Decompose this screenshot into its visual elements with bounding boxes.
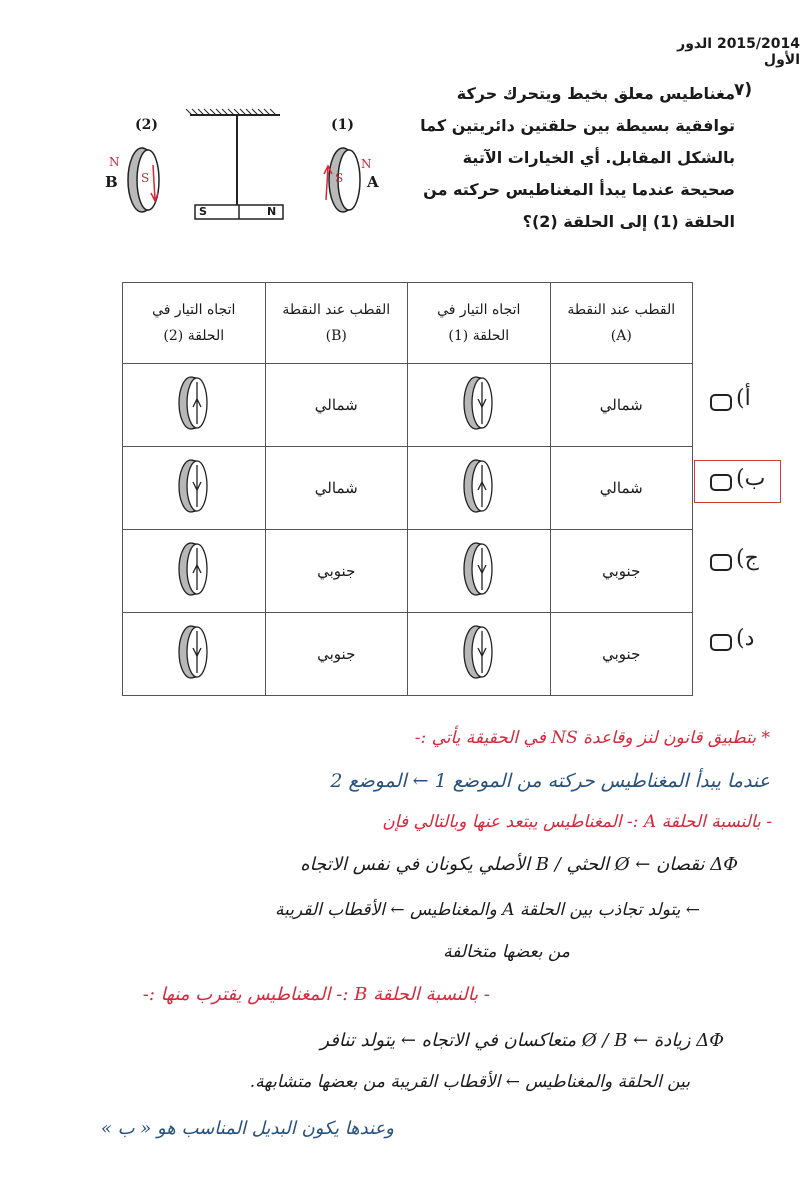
option-checkbox[interactable] xyxy=(710,394,732,411)
question-line: بالشكل المقابل. أي الخيارات الآتية xyxy=(462,148,735,167)
ring-current-icon xyxy=(461,456,497,520)
option-c[interactable] xyxy=(700,542,772,582)
ring-current-icon xyxy=(176,373,212,437)
magnet-s-label: S xyxy=(199,205,207,218)
note-ring-a-attraction: ← يتولد تجاذب بين الحلقة A والمغناطيس ← الأقطاب القريبة xyxy=(275,900,700,920)
header-pole-a: القطب عند النقطة (A) xyxy=(550,283,693,364)
header-current-ring-2: اتجاه التيار في الحلقة (2) xyxy=(123,283,266,364)
ring-1-current-cell xyxy=(408,447,551,530)
annotation-s-right: S xyxy=(335,171,344,185)
magnet-n-label: N xyxy=(267,205,277,218)
option-letter: أ) xyxy=(736,386,751,411)
question-line: صحيحة عندما يبدأ المغناطيس حركته من xyxy=(423,180,735,199)
ring-2-current-cell xyxy=(123,364,266,447)
physics-figure xyxy=(95,105,425,235)
pole-b-cell: جنوبي xyxy=(265,530,408,613)
ring-2-current-cell xyxy=(123,447,266,530)
table-row xyxy=(123,530,693,613)
table-row xyxy=(123,447,693,530)
ring-current-icon xyxy=(461,539,497,603)
option-checkbox[interactable] xyxy=(710,554,732,571)
table-row xyxy=(123,364,693,447)
selected-option-highlight xyxy=(694,460,781,503)
pole-b-cell: شمالي xyxy=(265,447,408,530)
note-final-answer: وعندها يكون البديل المناسب هو « ب » xyxy=(100,1118,394,1139)
ring-current-icon xyxy=(176,622,212,686)
ring-current-icon xyxy=(176,456,212,520)
question-line: توافقية بسيطة بين حلقتين دائريتين كما xyxy=(420,116,735,135)
ring-2-current-cell xyxy=(123,530,266,613)
table-header-row xyxy=(123,283,693,364)
ring-2-label: (2) xyxy=(135,117,158,133)
ring-1-current-cell xyxy=(408,364,551,447)
option-a[interactable] xyxy=(700,382,772,422)
ring-1-current-cell xyxy=(408,613,551,696)
header-year: 2015/2014 الدور الأول xyxy=(677,36,800,68)
note-ring-b-flux: ΔΦ زيادة ← Ø / B متعاكسان في الاتجاه ← يتولد تنافر xyxy=(320,1030,724,1051)
pole-b-cell: شمالي xyxy=(265,364,408,447)
option-letter: د) xyxy=(736,626,755,651)
header-current-ring-1: اتجاه التيار في الحلقة (1) xyxy=(408,283,551,364)
point-b-label: B xyxy=(105,173,118,191)
pole-a-cell: جنوبي xyxy=(550,613,693,696)
question-text xyxy=(420,78,735,238)
note-lenz-rule: * بتطبيق قانون لنز وقاعدة NS في الحقيقة يأتي :- xyxy=(414,728,770,748)
question-line: الحلقة (1) إلى الحلقة (2)؟ xyxy=(522,212,735,231)
pole-b-cell: جنوبي xyxy=(265,613,408,696)
point-a-label: A xyxy=(367,173,379,191)
ring-current-icon xyxy=(461,622,497,686)
option-letter: ج) xyxy=(736,546,759,571)
note-ring-b-repulsion: بين الحلقة والمغناطيس ← الأقطاب القريبة من بعضها متشابهة. xyxy=(249,1072,690,1092)
ring-current-icon xyxy=(461,373,497,437)
option-letter: ب) xyxy=(736,466,766,491)
option-d[interactable] xyxy=(700,622,772,662)
note-ring-b-heading: - بالنسبة الحلقة B :- المغناطيس يقترب منها :- xyxy=(142,984,490,1005)
answer-table xyxy=(122,282,693,696)
note-ring-a-poles: من بعضها متخالفة xyxy=(443,942,570,962)
ring-2-current-cell xyxy=(123,613,266,696)
pole-a-cell: جنوبي xyxy=(550,530,693,613)
ring-1-current-cell xyxy=(408,530,551,613)
table-row xyxy=(123,613,693,696)
ring-1-label: (1) xyxy=(331,117,354,133)
ring-current-icon xyxy=(176,539,212,603)
annotation-n-left: N xyxy=(109,155,120,169)
annotation-s-left: S xyxy=(141,171,150,185)
question-number: ٧) xyxy=(734,80,753,100)
annotation-n-right: N xyxy=(361,157,372,171)
option-checkbox[interactable] xyxy=(710,634,732,651)
note-ring-a-heading: - بالنسبة الحلقة A :- المغناطيس يبتعد عنها وبالتالي فإن xyxy=(382,812,772,832)
pole-a-cell: شمالي xyxy=(550,364,693,447)
header-pole-b: القطب عند النقطة (B) xyxy=(265,283,408,364)
note-ring-a-flux: ΔΦ نقصان ← Ø الحثي / B الأصلي يكونان في نفس الاتجاه xyxy=(300,854,738,875)
pole-a-cell: شمالي xyxy=(550,447,693,530)
question-line: مغناطيس معلق بخيط ويتحرك حركة xyxy=(456,84,735,103)
note-motion: عندما يبدأ المغناطيس حركته من الموضع 1 ← الموضع 2 xyxy=(330,770,770,792)
